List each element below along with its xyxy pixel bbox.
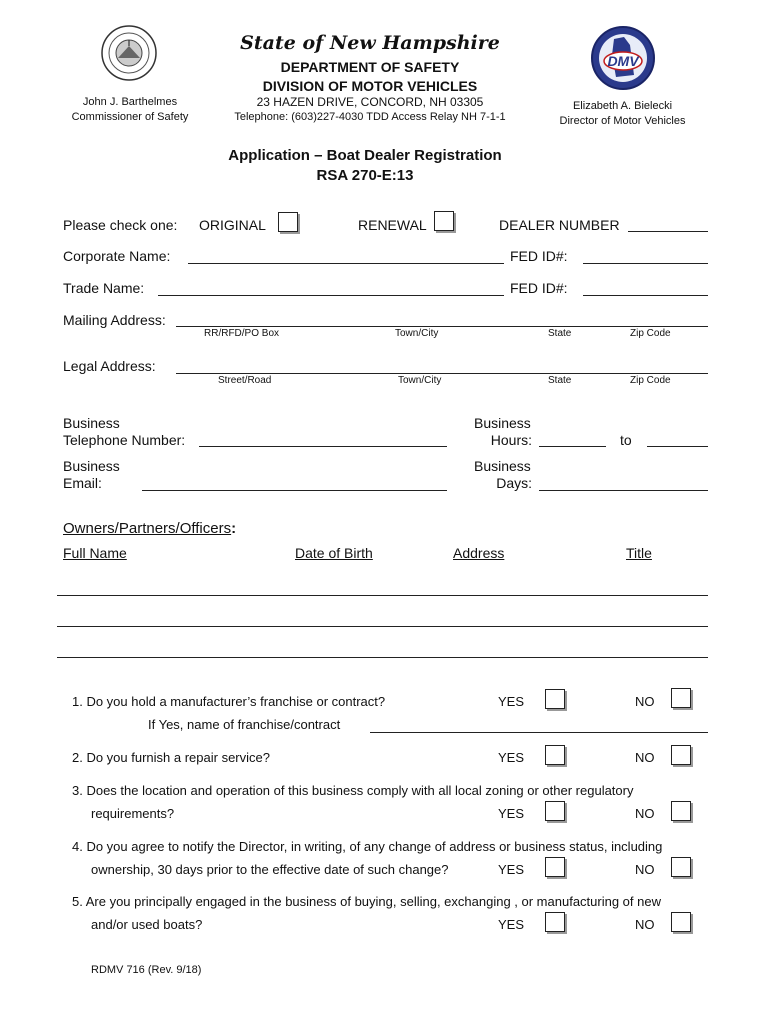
- business-days-label-2: Days:: [496, 475, 532, 491]
- legal-caption-zip: Zip Code: [630, 375, 671, 386]
- renewal-label: RENEWAL: [358, 217, 427, 233]
- owners-heading: Owners/Partners/Officers: [63, 520, 232, 537]
- mailing-caption-town: Town/City: [395, 328, 439, 339]
- q5-yes-checkbox[interactable]: [545, 912, 565, 932]
- business-hours-label-2: Hours:: [490, 432, 532, 448]
- question-4: 4. Do you agree to notify the Director, in writing, of any change of address or business status, including: [72, 839, 663, 854]
- corporate-name-label: Corporate Name:: [63, 248, 171, 264]
- q4-yes-checkbox[interactable]: [545, 857, 565, 877]
- legal-caption-street: Street/Road: [218, 375, 272, 386]
- agency-telephone: Telephone: (603)227-4030 TDD Access Relay NH 7-1-1: [234, 111, 506, 123]
- state-seal: [100, 24, 158, 82]
- mailing-caption-zip: Zip Code: [630, 328, 671, 339]
- legal-caption-state: State: [548, 375, 572, 386]
- q1-yes-label: YES: [498, 694, 525, 709]
- department-name: DEPARTMENT OF SAFETY: [280, 59, 460, 75]
- question-3-cont: requirements?: [91, 806, 175, 821]
- form-title: Application – Boat Dealer Registration: [228, 147, 502, 164]
- q3-no-checkbox[interactable]: [671, 801, 691, 821]
- form-number: RDMV 716 (Rev. 9/18): [91, 964, 202, 976]
- q2-yes-label: YES: [498, 750, 525, 765]
- mailing-address-label: Mailing Address:: [63, 312, 166, 328]
- business-hours-from-field[interactable]: [539, 446, 606, 447]
- trade-name-label: Trade Name:: [63, 280, 145, 296]
- dealer-number-label: DEALER NUMBER: [499, 217, 620, 233]
- q3-no-label: NO: [635, 806, 655, 821]
- dmv-logo-text: DMV: [607, 53, 639, 69]
- original-label: ORIGINAL: [199, 217, 266, 233]
- check-one-label: Please check one:: [63, 217, 178, 233]
- col-title: Title: [626, 545, 652, 561]
- q4-yes-label: YES: [498, 862, 525, 877]
- hours-to-label: to: [620, 432, 632, 448]
- owners-heading-colon: :: [231, 520, 237, 537]
- business-days-field[interactable]: [539, 490, 708, 491]
- renewal-checkbox[interactable]: [434, 211, 454, 231]
- agency-address: 23 HAZEN DRIVE, CONCORD, NH 03305: [256, 95, 484, 109]
- business-hours-label-1: Business: [474, 415, 531, 431]
- division-name: DIVISION OF MOTOR VEHICLES: [262, 78, 478, 94]
- q1-no-label: NO: [635, 694, 655, 709]
- q3-yes-label: YES: [498, 806, 525, 821]
- col-address: Address: [453, 545, 505, 561]
- director-title: Director of Motor Vehicles: [559, 115, 686, 127]
- business-telephone-field[interactable]: [199, 446, 447, 447]
- commissioner-name: John J. Barthelmes: [82, 96, 178, 108]
- legal-caption-town: Town/City: [398, 375, 442, 386]
- q2-yes-checkbox[interactable]: [545, 745, 565, 765]
- q1-yes-checkbox[interactable]: [545, 689, 565, 709]
- q5-no-label: NO: [635, 917, 655, 932]
- question-1: 1. Do you hold a manufacturer’s franchise or contract?: [72, 694, 386, 709]
- q1-franchise-field[interactable]: [370, 732, 708, 733]
- question-5-cont: and/or used boats?: [91, 917, 203, 932]
- owner-row-2[interactable]: [57, 626, 708, 627]
- q3-yes-checkbox[interactable]: [545, 801, 565, 821]
- business-tel-label-2: Telephone Number:: [63, 432, 186, 448]
- q5-yes-label: YES: [498, 917, 525, 932]
- question-2: 2. Do you furnish a repair service?: [72, 750, 270, 765]
- fed-id-label: FED ID#:: [510, 248, 568, 264]
- owner-row-3[interactable]: [57, 657, 708, 658]
- q2-no-label: NO: [635, 750, 655, 765]
- fed-id-label-2: FED ID#:: [510, 280, 568, 296]
- original-checkbox[interactable]: [278, 212, 298, 232]
- business-email-field[interactable]: [142, 490, 447, 491]
- fed-id-field[interactable]: [583, 263, 708, 264]
- mailing-address-field[interactable]: [176, 326, 708, 327]
- mailing-caption-state: State: [548, 328, 572, 339]
- q1-no-checkbox[interactable]: [671, 688, 691, 708]
- business-email-label-1: Business: [63, 458, 120, 474]
- owner-row-1[interactable]: [57, 595, 708, 596]
- dmv-logo: [590, 25, 656, 91]
- state-title: State of New Hampshire: [240, 32, 500, 54]
- commissioner-title: Commissioner of Safety: [71, 111, 189, 123]
- q5-no-checkbox[interactable]: [671, 912, 691, 932]
- dealer-number-field[interactable]: [628, 231, 708, 232]
- q4-no-label: NO: [635, 862, 655, 877]
- col-full-name: Full Name: [63, 545, 127, 561]
- mailing-caption-box: RR/RFD/PO Box: [204, 328, 280, 339]
- question-5: 5. Are you principally engaged in the business of buying, selling, exchanging , or manufacturing of new: [72, 894, 661, 909]
- director-name: Elizabeth A. Bielecki: [572, 100, 673, 112]
- legal-address-label: Legal Address:: [63, 358, 156, 374]
- business-email-label-2: Email:: [63, 475, 102, 491]
- q2-no-checkbox[interactable]: [671, 745, 691, 765]
- question-3: 3. Does the location and operation of this business comply with all local zoning or other regulatory: [72, 783, 634, 798]
- fed-id-field-2[interactable]: [583, 295, 708, 296]
- business-tel-label-1: Business: [63, 415, 120, 431]
- q4-no-checkbox[interactable]: [671, 857, 691, 877]
- business-days-label-1: Business: [474, 458, 531, 474]
- trade-name-field[interactable]: [158, 295, 504, 296]
- q1-franchise-label: If Yes, name of franchise/contract: [148, 717, 341, 732]
- business-hours-to-field[interactable]: [647, 446, 708, 447]
- form-statute: RSA 270-E:13: [316, 167, 414, 184]
- corporate-name-field[interactable]: [188, 263, 504, 264]
- legal-address-field[interactable]: [176, 373, 708, 374]
- col-date-of-birth: Date of Birth: [295, 545, 373, 561]
- question-4-cont: ownership, 30 days prior to the effective date of such change?: [91, 862, 449, 877]
